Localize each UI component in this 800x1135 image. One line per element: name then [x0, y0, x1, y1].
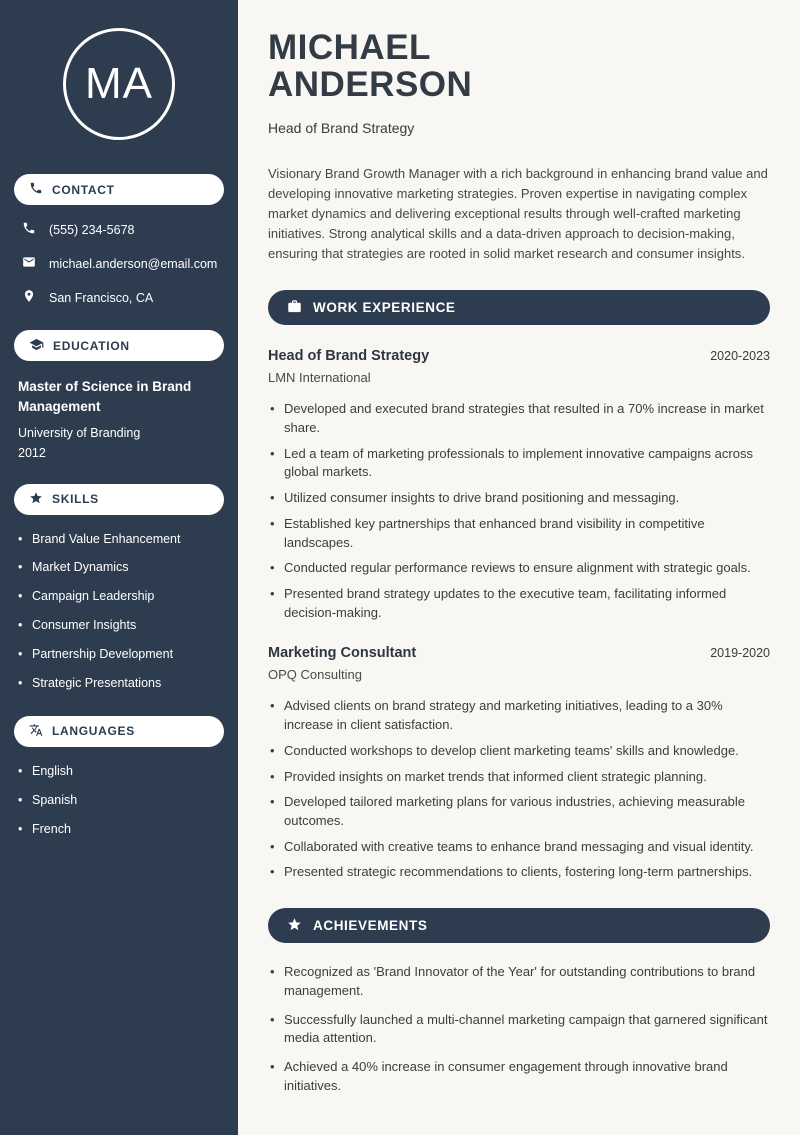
achievements-label: ACHIEVEMENTS	[313, 918, 428, 934]
job-bullet: • Utilized consumer insights to drive brand positioning and messaging.	[268, 489, 770, 508]
languages-list	[14, 763, 224, 838]
contact-phone-row	[14, 221, 224, 238]
skills-list	[14, 531, 224, 692]
skills-section-label: SKILLS	[52, 492, 99, 506]
education-section-label: EDUCATION	[53, 338, 130, 353]
job-entry	[268, 348, 770, 622]
email-icon	[22, 255, 36, 272]
contact-email-row	[14, 255, 224, 272]
contact-email: michael.anderson@email.com	[49, 256, 218, 271]
education-section-header	[14, 330, 224, 361]
skills-section-header	[14, 484, 224, 515]
phone-icon	[29, 181, 43, 198]
achievements-header	[268, 908, 770, 943]
language-item: • French	[18, 821, 224, 838]
job-bullet: • Conducted regular performance reviews to ensure alignment with strategic goals.	[268, 559, 770, 578]
language-item: • Spanish	[18, 792, 224, 809]
avatar	[63, 28, 175, 140]
skill-item: • Market Dynamics	[18, 559, 224, 576]
job-title: Head of Brand Strategy	[268, 348, 430, 365]
briefcase-icon	[287, 299, 302, 317]
work-experience-label: WORK EXPERIENCE	[313, 300, 456, 316]
first-name: MICHAEL	[268, 28, 431, 67]
job-bullet-list	[268, 697, 770, 882]
star-icon	[29, 491, 43, 508]
job-bullet: • Developed tailored marketing plans for various industries, achieving measurable outcomes.	[268, 793, 770, 830]
job-bullet-list	[268, 400, 770, 622]
job-bullet: • Developed and executed brand strategies that resulted in a 70% increase in market share.	[268, 400, 770, 437]
job-role: Head of Brand Strategy	[268, 119, 415, 136]
education-degree: Master of Science in Brand Management	[18, 379, 192, 415]
job-bullet: • Presented brand strategy updates to the executive team, facilitating informed decision-making.	[268, 585, 770, 622]
job-bullet: • Presented strategic recommendations to clients, fostering long-term partnerships.	[268, 863, 770, 882]
education-school: University of Branding	[18, 425, 141, 440]
job-head	[268, 348, 770, 364]
page-title	[268, 30, 770, 104]
achievement-bullet: • Achieved a 40% increase in consumer engagement through innovative brand initiatives.	[268, 1058, 770, 1095]
achievement-bullet: • Recognized as 'Brand Innovator of the Year' for outstanding contributions to brand management.	[268, 963, 770, 1000]
contact-phone: (555) 234-5678	[49, 222, 135, 237]
job-dates: 2019-2020	[710, 646, 770, 661]
avatar-initials: MA	[85, 59, 153, 108]
location-pin-icon	[22, 289, 36, 306]
job-entry	[268, 645, 770, 882]
education-year: 2012	[18, 445, 46, 460]
skill-item: • Strategic Presentations	[18, 675, 224, 692]
contact-location: San Francisco, CA	[49, 290, 154, 305]
achievements-list	[268, 963, 770, 1095]
star-icon	[287, 917, 302, 935]
job-title: Marketing Consultant	[268, 645, 417, 662]
languages-section-header	[14, 716, 224, 747]
skill-item: • Partnership Development	[18, 646, 224, 663]
sidebar	[0, 0, 238, 1135]
contact-location-row	[14, 289, 224, 306]
graduation-cap-icon	[29, 337, 44, 355]
job-company: OPQ Consulting	[268, 667, 362, 683]
language-item: • English	[18, 763, 224, 780]
job-bullet: • Provided insights on market trends that informed client strategic planning.	[268, 768, 770, 787]
languages-section-label: LANGUAGES	[52, 724, 135, 739]
achievement-bullet: • Successfully launched a multi-channel marketing campaign that garnered significant media attention.	[268, 1011, 770, 1048]
job-bullet: • Conducted workshops to develop client marketing teams' skills and knowledge.	[268, 742, 770, 761]
translate-icon	[29, 723, 43, 740]
main-content	[238, 0, 800, 1135]
job-bullet: • Advised clients on brand strategy and marketing initiatives, leading to a 30% increase in client satisfaction.	[268, 697, 770, 734]
skill-item: • Brand Value Enhancement	[18, 531, 224, 548]
job-dates: 2020-2023	[710, 349, 770, 364]
job-head	[268, 645, 770, 661]
phone-icon	[22, 221, 36, 238]
skill-item: • Consumer Insights	[18, 617, 224, 634]
work-experience-header	[268, 290, 770, 325]
summary-paragraph: Visionary Brand Growth Manager with a rich background in enhancing brand value and developing innovative marketing strategies. Proven expertise in navigating complex market dynamics and delivering exceptional results through well-crafted marketing initiatives. Strong analytical skills and a data-driven approach to decision-making, ensuring that strategies are rooted in solid market research and consumer insights.	[268, 165, 768, 262]
job-bullet: • Established key partnerships that enhanced brand visibility in competitive landscapes.	[268, 515, 770, 552]
contact-section-label: CONTACT	[52, 182, 115, 197]
job-company: LMN International	[268, 370, 371, 386]
contact-section-header	[14, 174, 224, 205]
job-bullet: • Collaborated with creative teams to enhance brand messaging and visual identity.	[268, 838, 770, 857]
skill-item: • Campaign Leadership	[18, 588, 224, 605]
last-name: ANDERSON	[268, 64, 473, 104]
job-bullet: • Led a team of marketing professionals to implement innovative campaigns across global markets.	[268, 445, 770, 482]
